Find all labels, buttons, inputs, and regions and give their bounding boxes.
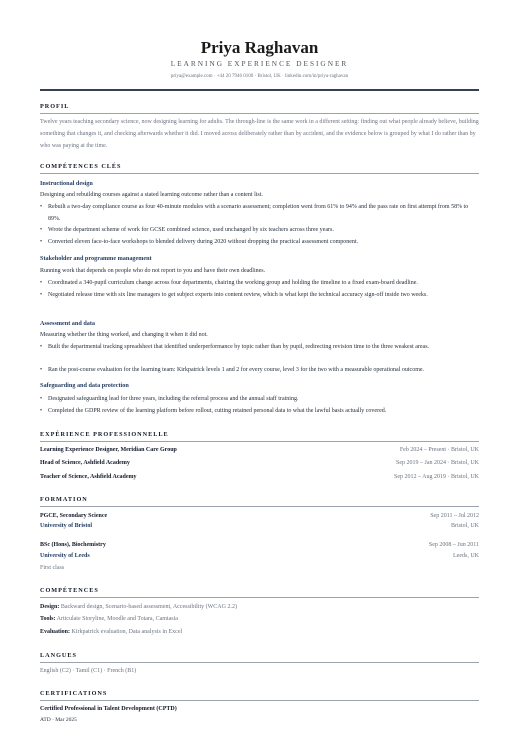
school-location: Leeds, UK [453, 553, 479, 559]
section-title-profil: PROFIL [40, 103, 70, 110]
section-title-education: FORMATION [40, 496, 88, 503]
job-title: Teacher of Science, Ashfield Academy [40, 474, 137, 480]
contact-line: priya@example.com · +44 20 7946 0100 · Bristol, UK · linkedin.com/in/priya-raghavan [170, 74, 349, 79]
degree: BSc (Hons), Biochemistry [40, 542, 106, 548]
skill-group-heading: Stakeholder and programme management [40, 255, 152, 262]
skill-group-heading: Assessment and data [40, 320, 96, 327]
section-title-languages: LANGUES [40, 652, 77, 659]
skill-group-heading: Instructional design [40, 180, 93, 187]
education-note: First class [40, 565, 65, 571]
skill-row [40, 629, 479, 635]
education-dates: Sep 2008 – Jun 2011 [428, 542, 479, 548]
languages-list: English (C2) · Tamil (C1) · French (B1) [40, 668, 137, 674]
skill-label: Evaluation: [40, 629, 71, 635]
section-divider [40, 506, 479, 507]
skill-row [40, 616, 479, 622]
skill-label: Tools: [40, 616, 56, 622]
skill-bullet: • Coordinated a 340-pupil curriculum change across four departments, chairing the working group and holding the timeline to a fixed exam-board deadline. [40, 277, 479, 289]
section-divider [40, 113, 479, 114]
skill-label: Design: [40, 604, 60, 610]
section-title-key-skills: COMPÉTENCES CLÉS [40, 163, 122, 170]
job-meta: Feb 2024 – Present · Bristol, UK [399, 447, 479, 453]
skill-bullet: • Rebuilt a two-day compliance course as four 40-minute modules with a scenario assessment; completion went from 61% to 94% and the pass rate on first attempt from 58% to 89%. [40, 201, 479, 225]
section-divider [40, 441, 479, 442]
section-divider [40, 662, 479, 663]
job-meta: Sep 2019 – Jan 2024 · Bristol, UK [396, 460, 479, 466]
school: University of Bristol [40, 523, 92, 529]
section-title-skills: COMPÉTENCES [40, 587, 99, 594]
certification-name: Certified Professional in Talent Development (CPTD) [40, 706, 177, 712]
skill-value: Backward design, Scenario-based assessment, Accessibility (WCAG 2.2) [60, 604, 237, 610]
section-title-experience: EXPÉRIENCE PROFESSIONNELLE [40, 431, 169, 438]
skill-bullet: • Negotiated release time with six line managers to get subject experts into content review, which is what kept the technical accuracy sign-off inside two weeks. [40, 289, 479, 301]
skill-group-heading: Safeguarding and data protection [40, 382, 129, 389]
section-divider [40, 173, 479, 174]
job-title: Learning Experience Designer, Meridian Care Group [40, 447, 177, 453]
skill-bullet: • Ran the post-course evaluation for the learning team: Kirkpatrick levels 1 and 2 for every course, level 3 for the two with a measurable operational outcome. [40, 364, 479, 376]
skill-value: Kirkpatrick evaluation, Data analysis in Excel [71, 629, 183, 635]
candidate-name: Priya Raghavan [200, 38, 319, 57]
skill-bullet: • Completed the GDPR review of the learning platform before rollout, cutting retained personal data to what the lawful basis actually covered. [40, 405, 479, 417]
section-divider [40, 597, 479, 598]
candidate-role: LEARNING EXPERIENCE DESIGNER [170, 59, 349, 68]
degree: PGCE, Secondary Science [40, 513, 108, 519]
skill-bullet: • Wrote the department scheme of work for GCSE combined science, used unchanged by six teachers across three years. [40, 224, 479, 236]
job-meta: Sep 2012 – Aug 2019 · Bristol, UK [393, 474, 479, 480]
skill-row [40, 604, 479, 610]
skill-bullet: • Built the departmental tracking spreadsheet that identified underperformance by topic rather than by pupil, redirecting revision time to the three weakest areas. [40, 341, 479, 353]
certification-meta: ATD · Mar 2025 [40, 717, 77, 723]
skill-bullet: • Designated safeguarding lead for three years, including the referral process and the annual staff training. [40, 393, 479, 405]
skill-group-intro: Measuring whether the thing worked, and changing it when it did not. [40, 332, 208, 338]
job-title: Head of Science, Ashfield Academy [40, 460, 130, 466]
skill-value: Articulate Storyline, Moodle and Totara, Camtasia [56, 616, 178, 622]
header-divider [40, 89, 479, 91]
school: University of Leeds [40, 553, 90, 559]
skill-group-intro: Running work that depends on people who do not report to you and have their own deadlines. [40, 268, 266, 274]
section-divider [40, 700, 479, 701]
skill-bullet: • Converted eleven face-to-face workshops to blended delivery during 2020 without dropping the practical assessment component. [40, 236, 479, 248]
profile-summary: Twelve years teaching secondary science, now designing learning for adults. The through-line is the same work in a different setting: finding out what people already believe, building something that changes it, and checking afterwards whether it did. I moved across deliberately rather than by accident, and the evidence below is grouped by what I do rather than by who was paying at the time. [40, 119, 479, 149]
education-dates: Sep 2011 – Jul 2012 [430, 513, 479, 519]
section-title-certifications: CERTIFICATIONS [40, 690, 108, 697]
school-location: Bristol, UK [450, 523, 479, 529]
skill-group-intro: Designing and rebuilding courses against a stated learning outcome rather than a content list. [40, 192, 263, 198]
